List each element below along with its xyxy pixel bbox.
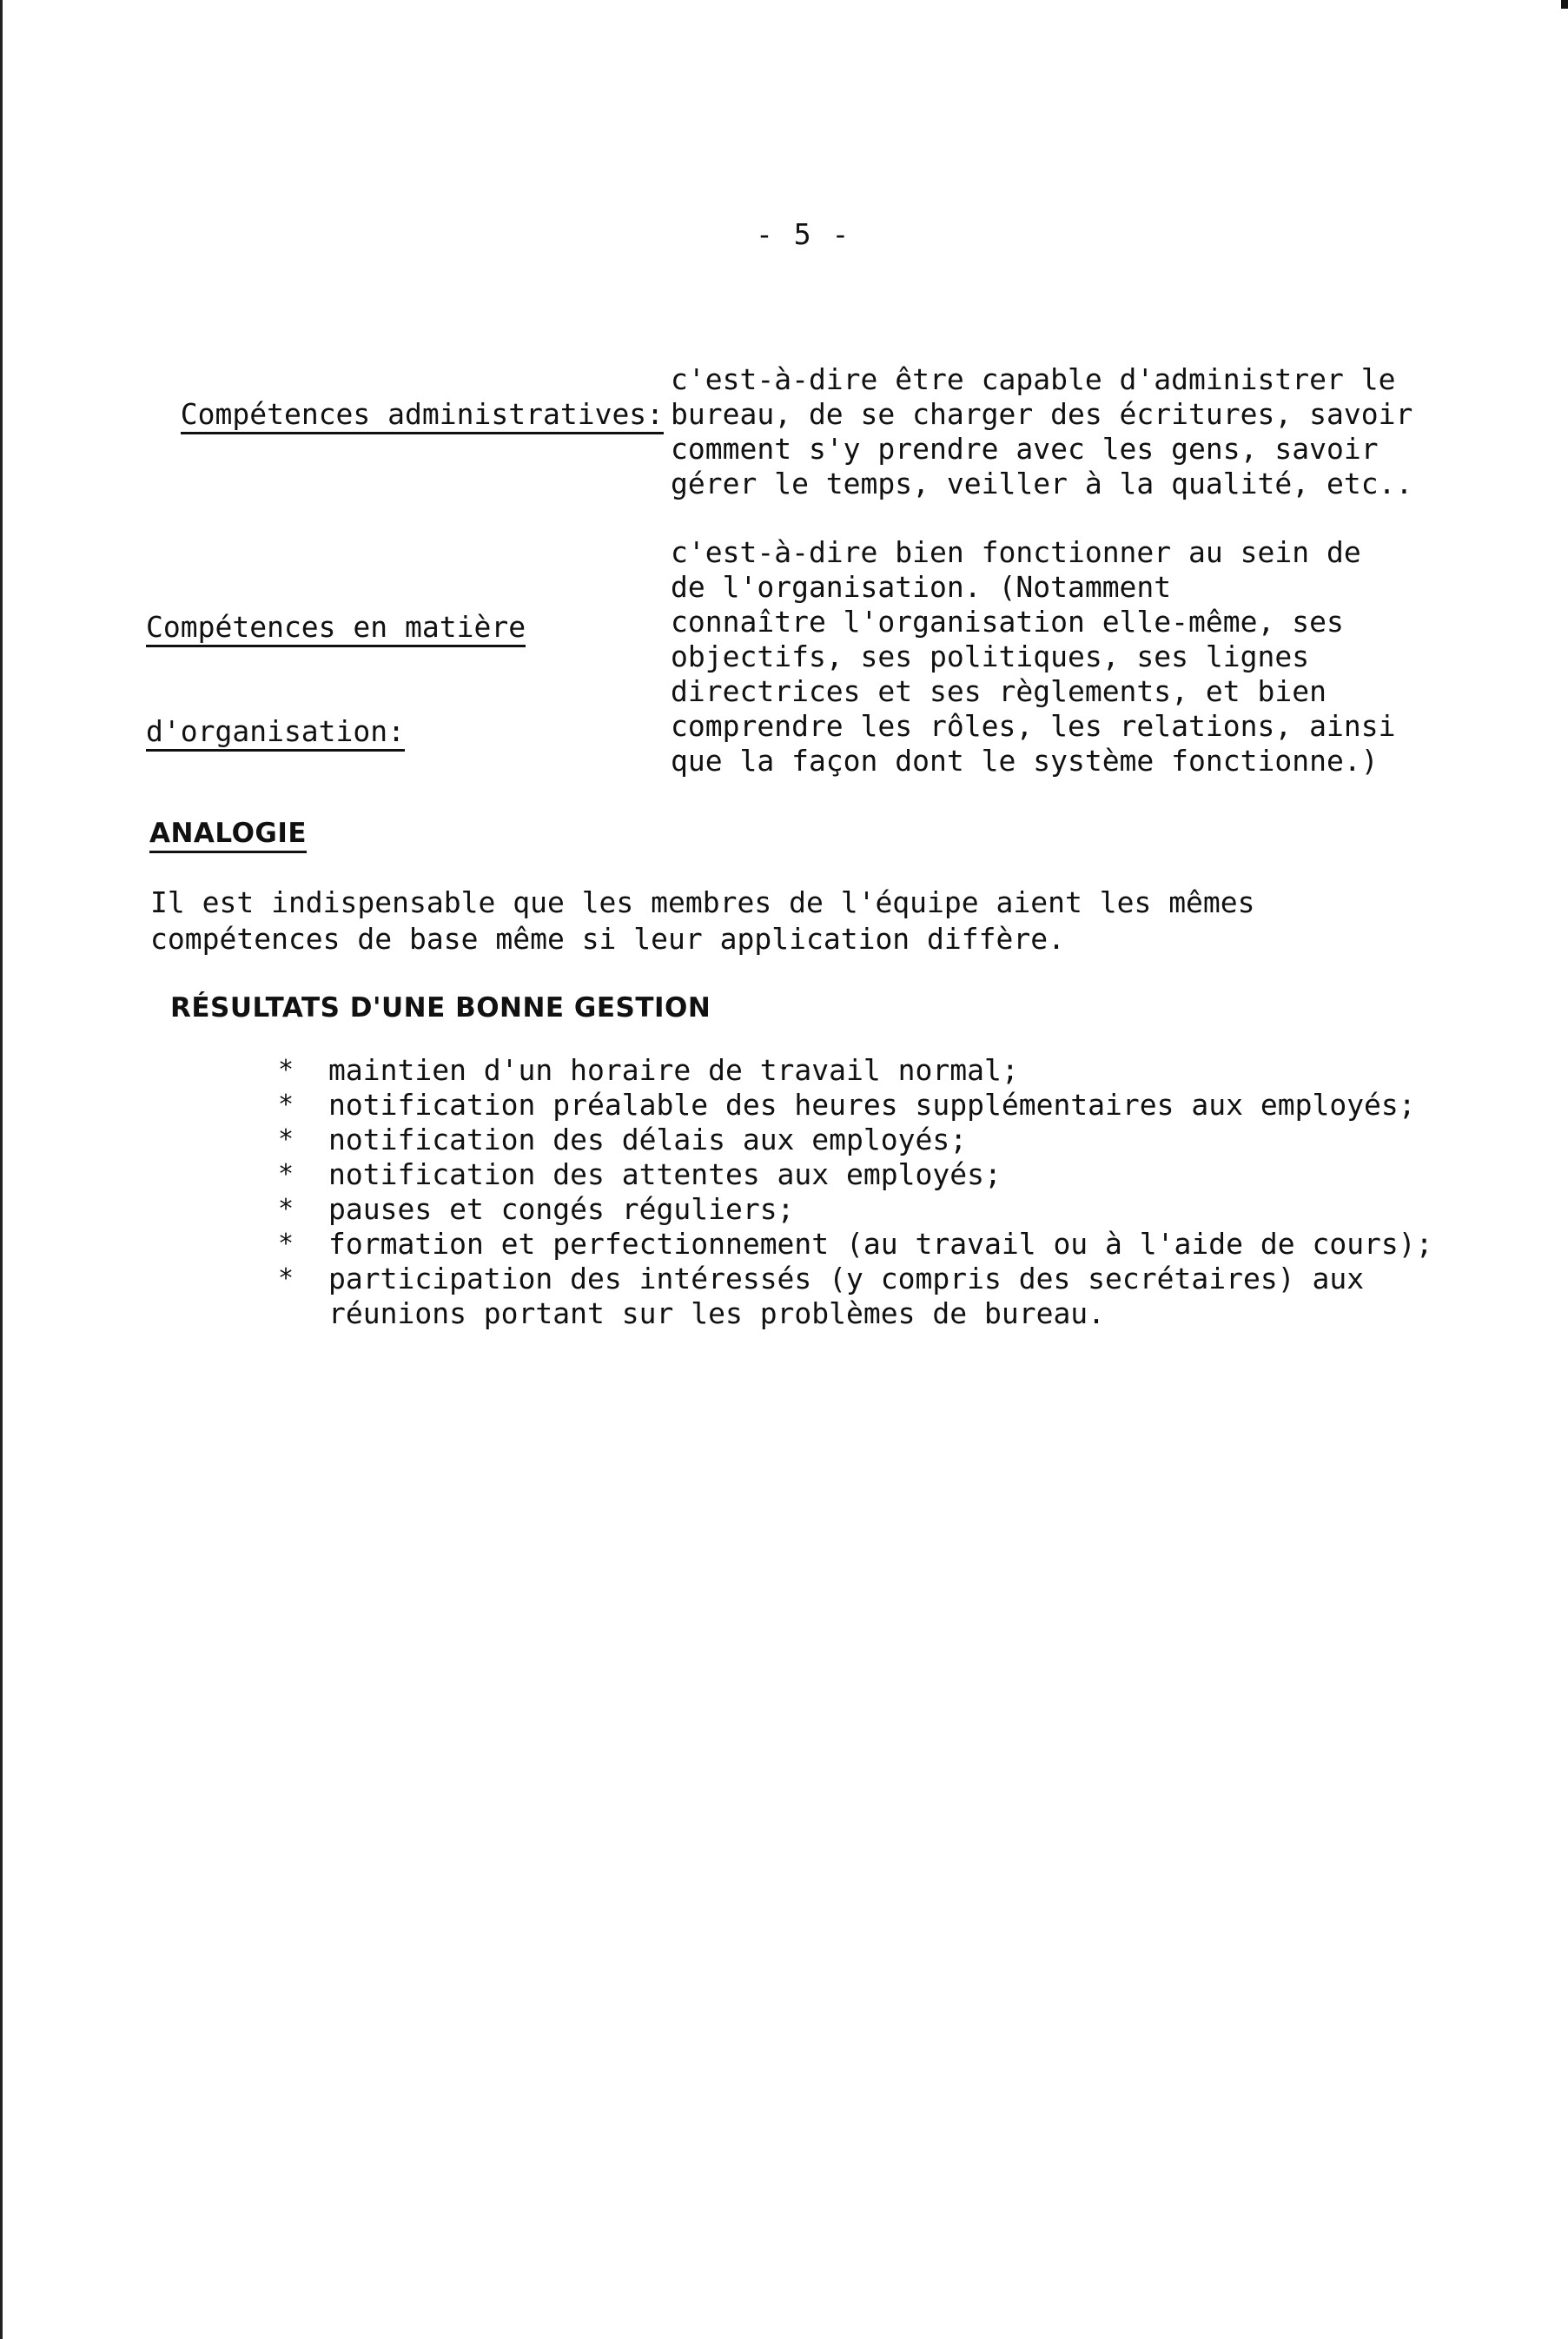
list-item (278, 1157, 1512, 1192)
list-item-text: notification des attentes aux employés; (328, 1157, 1002, 1191)
list-item-text: formation et perfectionnement (au travail ou à l'aide de cours); (328, 1227, 1433, 1261)
definition-line: comment s'y prendre avec les gens, savoir (671, 432, 1379, 466)
asterisk-bullet-icon: * (278, 1263, 294, 1294)
definition-label-line: d'organisation: (146, 714, 405, 752)
page-edge-left (0, 0, 3, 2339)
definition-label-administratives (146, 362, 664, 432)
list-item-text: notification des délais aux employés; (328, 1123, 968, 1156)
list-item (278, 1123, 1512, 1157)
definition-text-organisation (671, 535, 1452, 779)
definition-line: gérer le temps, veiller à la qualité, etc.. (671, 467, 1413, 500)
analogie-heading (149, 818, 307, 849)
page-edge-mark (1561, 0, 1568, 9)
list-item (278, 1053, 1512, 1088)
definition-label-organisation (146, 540, 526, 784)
list-item-text: pauses et congés réguliers; (328, 1192, 795, 1226)
analogie-paragraph (150, 885, 1255, 957)
definition-label-line: Compétences en matière (146, 610, 526, 647)
definition-line: bureau, de se charger des écritures, savoir (671, 397, 1413, 431)
asterisk-bullet-icon: * (278, 1090, 294, 1120)
list-item (278, 1088, 1512, 1123)
definition-line: directrices et ses règlements, et bien (671, 674, 1327, 708)
list-item (278, 1227, 1512, 1262)
definition-line: objectifs, ses politiques, ses lignes (671, 639, 1310, 673)
definition-line: de l'organisation. (Notamment (671, 570, 1172, 604)
list-item (278, 1192, 1512, 1227)
asterisk-bullet-icon: * (278, 1159, 294, 1189)
asterisk-bullet-icon: * (278, 1194, 294, 1224)
paragraph-line: compétences de base même si leur application diffère. (150, 922, 1065, 956)
definition-label-line: Compétences administratives: (181, 397, 664, 434)
list-item-text: maintien d'un horaire de travail normal; (328, 1053, 1019, 1087)
definition-line: connaître l'organisation elle-même, ses (671, 605, 1344, 639)
asterisk-bullet-icon: * (278, 1124, 294, 1155)
list-item-text: réunions portant sur les problèmes de bureau. (328, 1296, 1106, 1330)
definition-line: comprendre les rôles, les relations, ainsi (671, 709, 1396, 743)
resultats-heading: RÉSULTATS D'UNE BONNE GESTION (170, 992, 711, 1024)
analogie-heading-text: ANALOGIE (149, 818, 307, 853)
definition-text-administratives (671, 362, 1452, 501)
list-item-text: notification préalable des heures supplémentaires aux employés; (328, 1088, 1416, 1122)
asterisk-bullet-icon: * (278, 1229, 294, 1259)
definition-line: c'est-à-dire bien fonctionner au sein de (671, 535, 1361, 569)
definition-line: que la façon dont le système fonctionne.) (671, 744, 1379, 778)
asterisk-bullet-icon: * (278, 1055, 294, 1085)
page-number: - 5 - (756, 217, 851, 251)
resultats-list (278, 1053, 1512, 1331)
list-item-text: participation des intéressés (y compris des secrétaires) aux (328, 1262, 1365, 1295)
paragraph-line: Il est indispensable que les membres de l'équipe aient les mêmes (150, 885, 1255, 919)
list-item (278, 1262, 1512, 1331)
definition-line: c'est-à-dire être capable d'administrer le (671, 362, 1396, 396)
